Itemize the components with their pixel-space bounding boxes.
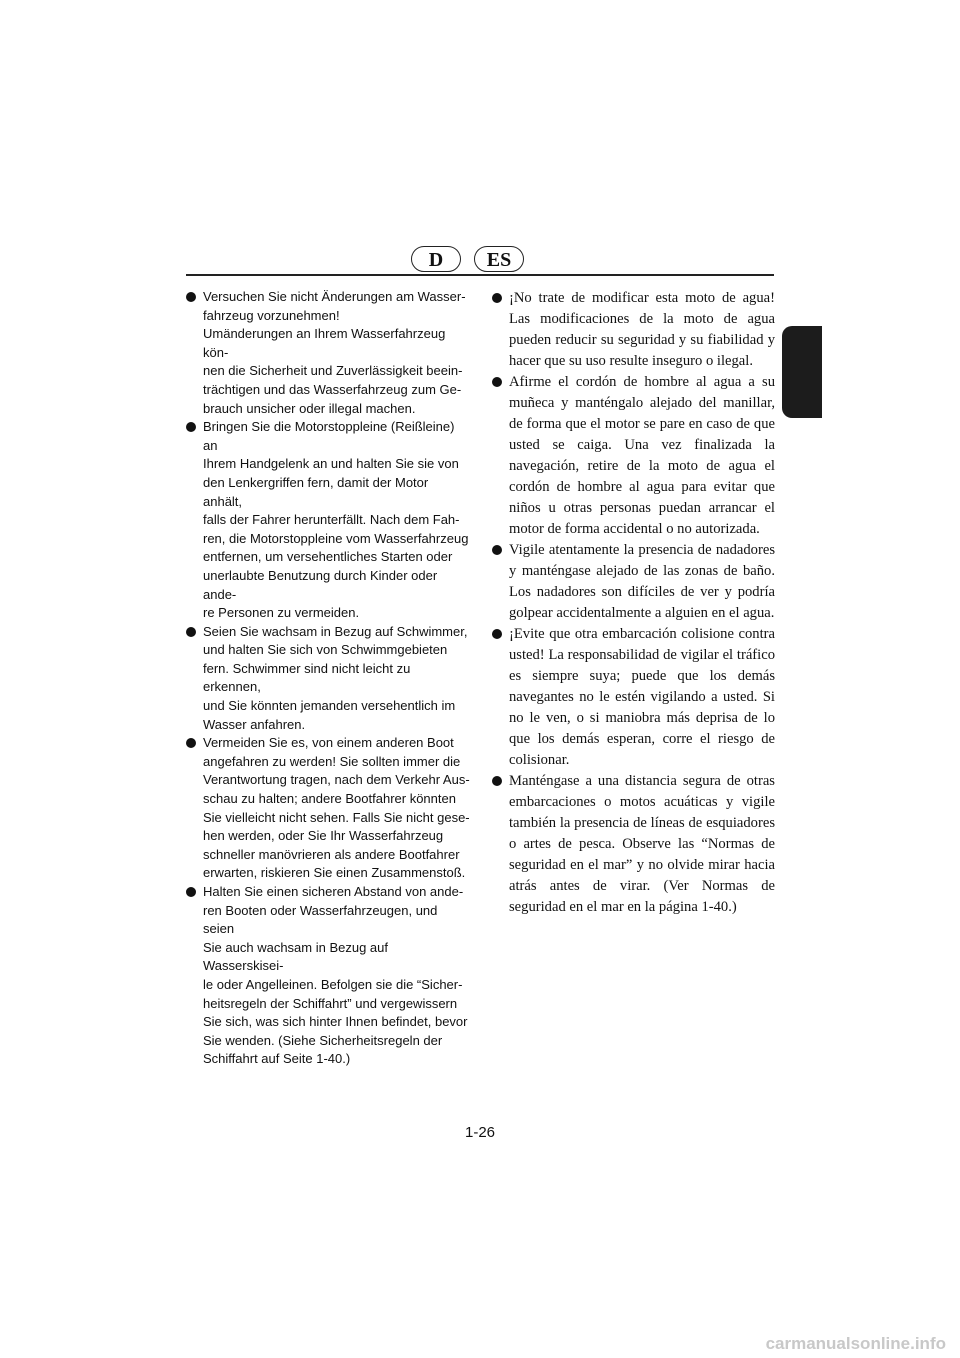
german-item-5 xyxy=(186,883,470,1069)
section-thumb-tab xyxy=(782,326,822,418)
german-column xyxy=(186,288,470,1069)
watermark: carmanualsonline.info xyxy=(765,1334,946,1353)
spanish-column xyxy=(492,288,775,918)
language-marker-spanish: ES xyxy=(474,246,524,272)
german-item-text: Versuchen Sie nicht Änderungen am Wasser- fahrzeug vorzunehmen! Umänderungen an Ihrem Wasserfahrzeug kön- nen die Sicherheit und Zuverlässigkeit beein- trächtigen und das Wasserfahrzeug zum Ge- brauch unsicher oder illegal machen. xyxy=(203,289,466,416)
bullet-icon xyxy=(492,545,502,555)
german-item-text: Halten Sie einen sicheren Abstand von ande- ren Booten oder Wasserfahrzeugen, und seien Sie auch wachsam in Bezug auf Wasserskisei- le oder Angelleinen. Befolgen sie die “Sicher- heitsregeln der Schiffahrt” und vergewissern Sie sich, was sich hinter Ihnen befindet, bevor Sie wenden. (Siehe Sicherheitsregeln der Schiffahrt auf Seite 1-40.) xyxy=(203,884,468,1067)
german-item-text: Bringen Sie die Motorstoppleine (Reißleine) an Ihrem Handgelenk an und halten Sie sie von den Lenkergriffen fern, damit der Motor anhält, falls der Fahrer herunterfällt. Nach dem Fah- ren, die Motorstoppleine vom Wasserfahrzeug entfernen, um versehentliches Starten oder unerlaubte Benutzung durch Kinder oder ande- re Personen zu vermeiden. xyxy=(203,419,469,621)
spanish-item-5 xyxy=(492,771,775,918)
spanish-item-text: ¡No trate de modificar esta moto de agua! Las modificaciones de la moto de agua pueden reducir su seguridad y su fiabilidad y hacer que su uso resulte inseguro o ilegal. xyxy=(509,290,775,369)
german-item-text: Seien Sie wachsam in Bezug auf Schwimmer, und halten Sie sich von Schwimmgebieten fern. Schwimmer sind nicht leicht zu erkennen, und Sie könnten jemanden versehentlich im Wasser anfahren. xyxy=(203,623,468,732)
spanish-item-text: Manténgase a una distancia segura de otras embarcaciones o motos acuáticas y vigile también la presencia de líneas de esquiadores o artes de pesca. Observe las “Normas de seguridad en el mar” y no olvide mirar hacia atrás antes de virar. (Ver Normas de seguridad en el mar en la página 1-40.) xyxy=(509,773,775,915)
german-item-2 xyxy=(186,418,470,623)
spanish-item-4 xyxy=(492,624,775,771)
spanish-item-1 xyxy=(492,288,775,372)
bullet-icon xyxy=(186,738,196,748)
spanish-item-text: Afirme el cordón de hombre al agua a su muñeca y manténgalo alejado del manillar, de forma que el motor se pare en caso de que usted se caiga. Una vez finalizada la navegación, retire de la moto de agua el cordón de hombre al agua para evitar que niños u otras personas puedan arrancar el motor de forma accidental o no autorizada. xyxy=(509,374,775,537)
bullet-icon xyxy=(492,629,502,639)
bullet-icon xyxy=(492,293,502,303)
german-item-4 xyxy=(186,734,470,883)
bullet-icon xyxy=(186,627,196,637)
bullet-icon xyxy=(186,422,196,432)
spanish-item-2 xyxy=(492,372,775,540)
header-rule xyxy=(186,274,774,276)
page-header xyxy=(186,246,774,278)
bullet-icon xyxy=(186,887,196,897)
bullet-icon xyxy=(492,776,502,786)
spanish-item-3 xyxy=(492,540,775,624)
bullet-icon xyxy=(186,292,196,302)
page-number: 1-26 xyxy=(464,1124,496,1141)
bullet-icon xyxy=(492,377,502,387)
spanish-item-text: ¡Evite que otra embarcación colisione contra usted! La responsabilidad de vigilar el tráfico es siempre suya; puede que los demás navegantes no le estén vigilando a usted. Si no le ven, o si maniobra más deprisa de lo que los demás esperan, corre el riesgo de colisionar. xyxy=(509,626,775,768)
spanish-item-text: Vigile atentamente la presencia de nadadores y manténgase alejado de las zonas de baño. Los nadadores son difíciles de ver y podría golpear accidentalmente a alguien en el agua. xyxy=(509,542,775,621)
language-marker-german: D xyxy=(411,246,461,272)
german-item-text: Vermeiden Sie es, von einem anderen Boot angefahren zu werden! Sie sollten immer die Verantwortung tragen, nach dem Verkehr Aus- schau zu halten; andere Bootfahrer könnten Sie vielleicht nicht sehen. Falls Sie nicht gese- hen werden, oder Sie Ihr Wasserfahrzeug schneller manövrieren als andere Bootfahrer erwarten, riskieren Sie einen Zusammenstoß. xyxy=(203,735,470,881)
german-item-3 xyxy=(186,623,470,735)
german-item-1 xyxy=(186,288,470,418)
